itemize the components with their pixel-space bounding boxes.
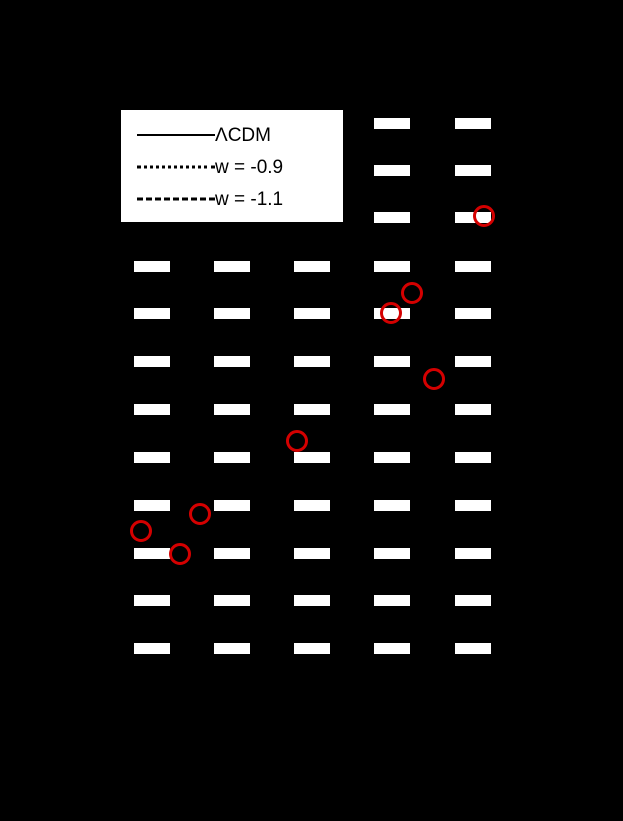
data-mark bbox=[455, 595, 491, 606]
data-mark bbox=[214, 308, 250, 319]
highlight-circle bbox=[423, 368, 445, 390]
data-mark bbox=[294, 404, 330, 415]
data-mark bbox=[374, 404, 410, 415]
legend-label-lcdm: ΛCDM bbox=[215, 124, 271, 146]
data-mark bbox=[455, 643, 491, 654]
highlight-circle bbox=[401, 282, 423, 304]
data-mark bbox=[214, 548, 250, 559]
legend-line-solid-icon bbox=[137, 128, 215, 142]
data-mark bbox=[374, 261, 410, 272]
data-mark bbox=[455, 308, 491, 319]
data-mark bbox=[294, 595, 330, 606]
data-mark bbox=[294, 500, 330, 511]
data-mark bbox=[455, 500, 491, 511]
data-mark bbox=[374, 643, 410, 654]
data-mark bbox=[214, 452, 250, 463]
data-mark bbox=[294, 261, 330, 272]
highlight-circle bbox=[286, 430, 308, 452]
data-mark bbox=[455, 118, 491, 129]
highlight-circle bbox=[169, 543, 191, 565]
data-mark bbox=[374, 356, 410, 367]
data-mark bbox=[374, 595, 410, 606]
data-mark bbox=[294, 308, 330, 319]
data-mark bbox=[374, 452, 410, 463]
legend-line-dotted-icon bbox=[137, 160, 215, 174]
legend-label-w11: w = -1.1 bbox=[215, 188, 284, 210]
data-mark bbox=[455, 165, 491, 176]
data-mark bbox=[374, 118, 410, 129]
data-mark bbox=[374, 548, 410, 559]
data-mark bbox=[294, 356, 330, 367]
data-mark bbox=[294, 643, 330, 654]
data-mark bbox=[214, 356, 250, 367]
data-mark bbox=[455, 404, 491, 415]
legend-entry-w11 bbox=[121, 184, 343, 214]
data-mark bbox=[134, 308, 170, 319]
highlight-circle bbox=[473, 205, 495, 227]
data-mark bbox=[134, 500, 170, 511]
data-mark bbox=[214, 261, 250, 272]
legend-label-w09: w = -0.9 bbox=[215, 156, 284, 178]
highlight-circle bbox=[189, 503, 211, 525]
data-mark bbox=[294, 548, 330, 559]
data-mark bbox=[374, 212, 410, 223]
data-mark bbox=[214, 595, 250, 606]
data-mark bbox=[455, 548, 491, 559]
data-mark bbox=[134, 548, 170, 559]
data-mark bbox=[134, 261, 170, 272]
highlight-circle bbox=[130, 520, 152, 542]
data-mark bbox=[374, 165, 410, 176]
legend-line-dashed-icon bbox=[137, 192, 215, 206]
highlight-circle bbox=[380, 302, 402, 324]
data-mark bbox=[455, 261, 491, 272]
legend-entry-w09 bbox=[121, 152, 343, 182]
data-mark bbox=[455, 452, 491, 463]
data-mark bbox=[134, 595, 170, 606]
data-mark bbox=[134, 452, 170, 463]
data-mark bbox=[294, 452, 330, 463]
data-mark bbox=[134, 356, 170, 367]
data-mark bbox=[134, 643, 170, 654]
data-mark bbox=[214, 404, 250, 415]
data-mark bbox=[214, 643, 250, 654]
chart-legend bbox=[121, 110, 343, 222]
data-mark bbox=[374, 500, 410, 511]
legend-entry-lcdm bbox=[121, 120, 343, 150]
data-mark bbox=[214, 500, 250, 511]
data-mark bbox=[455, 356, 491, 367]
data-mark bbox=[134, 404, 170, 415]
